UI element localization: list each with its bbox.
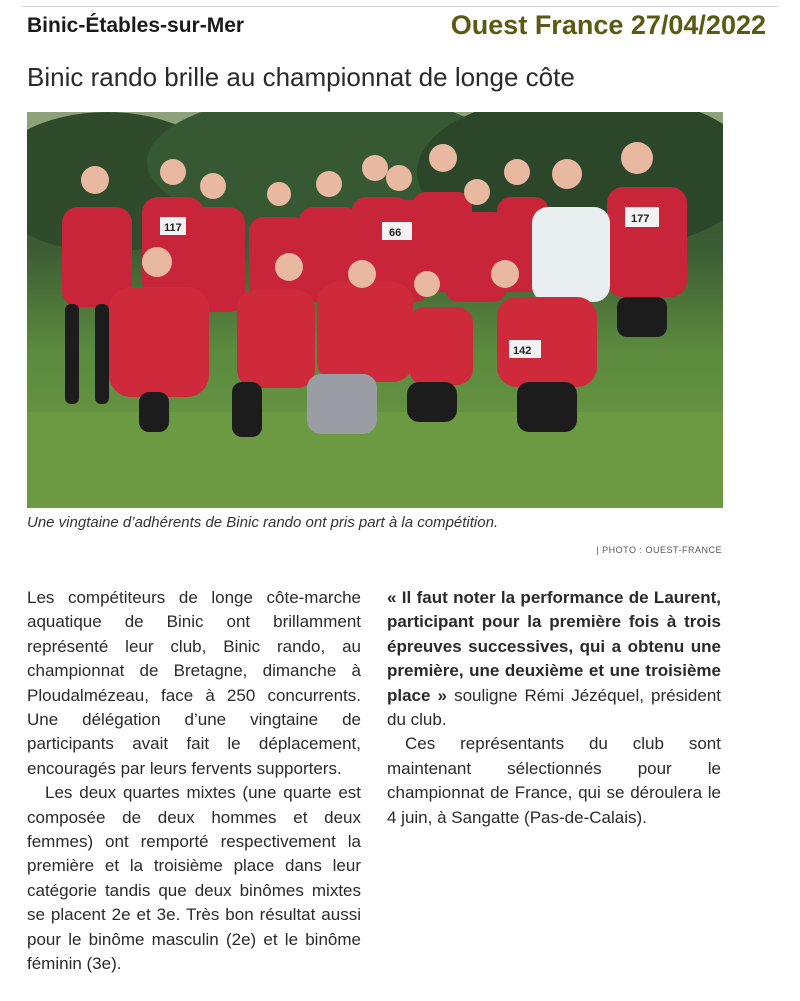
photo-caption: Une vingtaine d’adhérents de Binic rando ont pris part à la compétition.: [27, 514, 499, 531]
quote-text: « Il faut noter la performance de Laurent, participant pour la première fois à trois épreuves successives, qui a obtenu une première, une deuxième et une troisième place »: [387, 588, 721, 705]
paragraph: Les compétiteurs de longe côte-marche aquatique de Binic ont brillamment représenté leur club, Binic rando, au championnat de Bretagne, dimanche à Ploudalmézeau, face à 250 concurrents. Une délégation d’une vingtaine de participants avait fait le déplacement, encouragés par leurs fervents supporters.: [27, 588, 361, 778]
section-heading: Binic-Étables-sur-Mer: [27, 14, 245, 37]
photo-credit: | PHOTO : OUEST-FRANCE: [596, 545, 722, 555]
bib-label: 117: [164, 222, 182, 234]
paragraph: [27, 781, 361, 1001]
bib-label: 66: [389, 227, 402, 239]
article-title: Binic rando brille au championnat de longe côte: [27, 62, 575, 92]
paragraph-text: Les deux quartes mixtes (une quarte est composée de deux hommes et deux femmes) ont remporté respectivement la première et la troisième place dans leur catégorie tandis que deux binômes mixtes se placent 2e et 3e. Très bon résultat aussi pour le binôme masculin (2e) et le binôme féminin (3e).: [27, 783, 361, 974]
bib-label: 177: [631, 213, 650, 225]
quote-attribution: souligne Rémi Jézéquel, président du club.: [387, 685, 721, 730]
article-column-left: [27, 586, 361, 1001]
header-rule: [22, 6, 778, 7]
source-label: Ouest France 27/04/2022: [450, 10, 766, 40]
article-column-right: [387, 586, 721, 830]
paragraph: Ces représentants du club sont maintenant sélectionnés pour le championnat de France, qui se déroulera le 4 juin, à Sangatte (Pas-de-Calais).: [387, 734, 721, 827]
bib-label: 142: [513, 345, 532, 357]
group-photo: [27, 112, 723, 508]
paragraph: [387, 586, 721, 732]
